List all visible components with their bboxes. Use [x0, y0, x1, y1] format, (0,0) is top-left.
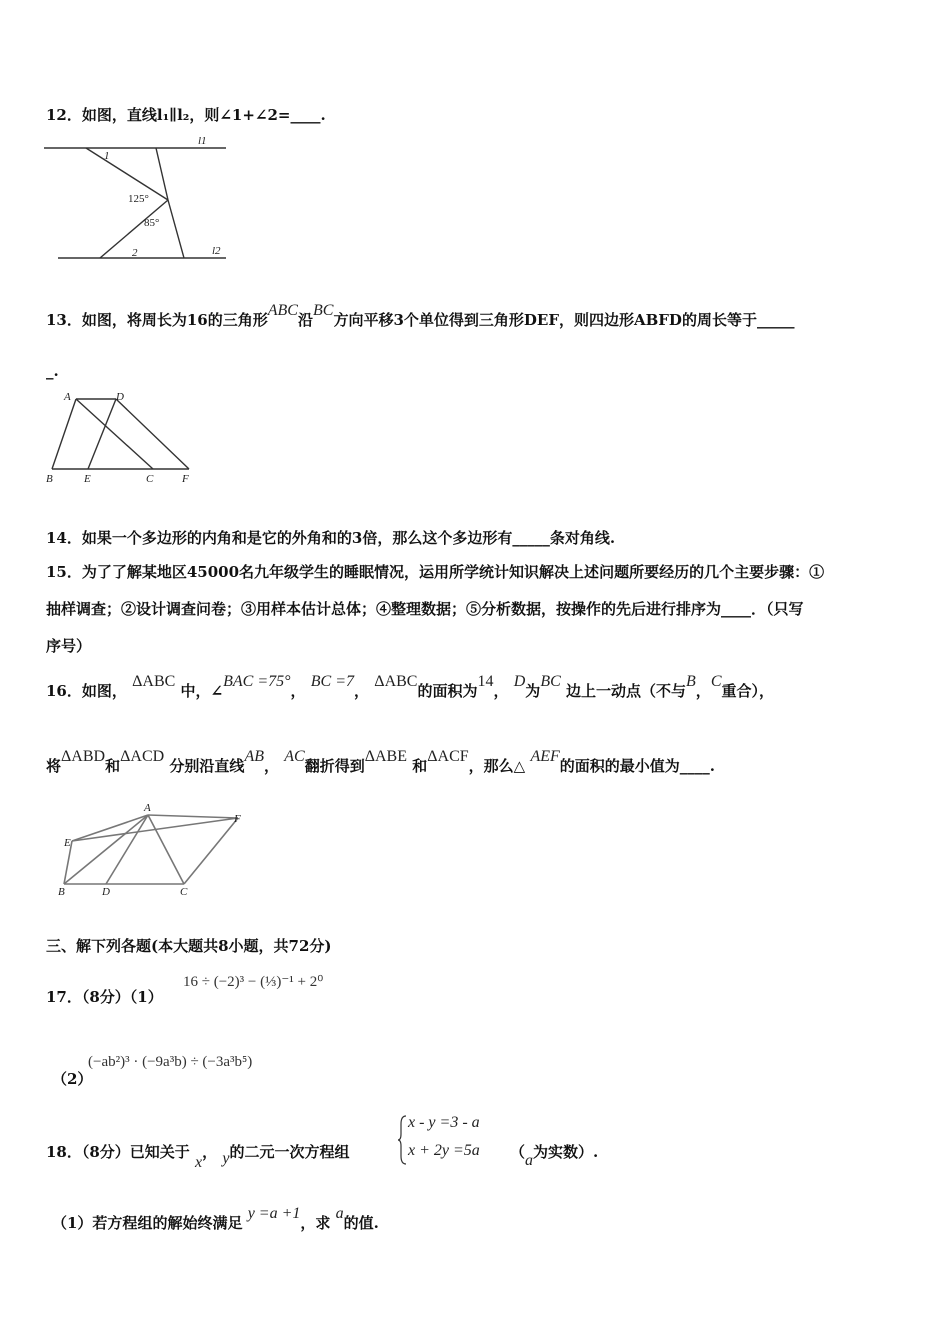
q12-text: 12．如图，直线l₁∥l₂，则∠1+∠2=____.	[46, 106, 326, 124]
q16-B: B	[58, 886, 65, 898]
q16-C: C	[180, 886, 188, 898]
q16-figure	[52, 800, 252, 898]
q16-F: F	[234, 813, 241, 825]
q13-cont: _.	[46, 362, 59, 380]
q16-line1: 16．如图， ΔABC 中，∠BAC =75°， BC =7， ΔABC的面积为14， D为BC 边上一动点（不与B，C重合），	[46, 673, 774, 700]
q12-l1: l1	[198, 135, 207, 147]
q16-E: E	[64, 837, 71, 849]
q18-text: 18．（8分）已知关于 x， y的二元一次方程组	[46, 1143, 350, 1171]
q13-D: D	[116, 391, 124, 403]
q12-deg85: 85°	[144, 217, 160, 229]
q17-part1: 17．（8分）（1）	[46, 988, 163, 1006]
q13-text: 13．如图，将周长为16的三角形ABC沿BC方向平移3个单位得到三角形DEF，则四边形ABFD的周长等于_____	[46, 302, 795, 329]
q12-figure	[44, 130, 230, 262]
q12-angle1: 1	[104, 150, 110, 162]
q13-E: E	[84, 473, 91, 485]
q13-F: F	[182, 473, 189, 485]
q15-line1: 15．为了了解某地区45000名九年级学生的睡眠情况，运用所学统计知识解决上述问题所要经历的几个主要步骤：①	[46, 563, 825, 581]
q13-abc: ABC	[267, 302, 298, 319]
q18-sub1: （1）若方程组的解始终满足 y =a +1，求 a的值.	[52, 1205, 379, 1232]
q18-eq2: x + 2y =5a	[408, 1142, 480, 1159]
q17-formula1: 16 ÷ (−2)³ − (⅓)⁻¹ + 2⁰	[183, 974, 324, 990]
q18-eq1: x - y =3 - a	[408, 1114, 480, 1131]
q15-line2: 抽样调查；②设计调查问卷；③用样本估计总体；④整理数据；⑤分析数据，按操作的先后进行排序为____．（只写	[46, 600, 804, 618]
q17-formula2: (−ab²)³ · (−9a³b) ÷ (−3a³b⁵)	[88, 1054, 253, 1070]
q16-line2: 将ΔABD和ΔACD 分别沿直线AB， AC翻折得到ΔABE 和ΔACF，那么△ AEF的面积的最小值为____.	[46, 748, 716, 775]
q13-B: B	[46, 473, 53, 485]
q12-deg125: 125°	[128, 193, 149, 205]
q13-bc: BC	[312, 302, 334, 319]
q14-text: 14．如果一个多边形的内角和是它的外角和的3倍，那么这个多边形有_____条对角线.	[46, 529, 616, 547]
q12-angle2: 2	[132, 247, 138, 259]
q18-brace	[398, 1114, 408, 1166]
q18-tail: （a为实数）.	[510, 1143, 599, 1169]
q17-part2: （2）	[52, 1070, 93, 1088]
q13-A: A	[64, 391, 71, 403]
q15-line3: 序号）	[46, 637, 92, 655]
q13-C: C	[146, 473, 154, 485]
q13-figure	[44, 388, 194, 488]
section3-title: 三、解下列各题(本大题共8小题，共72分)	[46, 937, 332, 955]
q16-A: A	[144, 802, 151, 814]
q12-l2: l2	[212, 245, 221, 257]
q16-D: D	[102, 886, 110, 898]
